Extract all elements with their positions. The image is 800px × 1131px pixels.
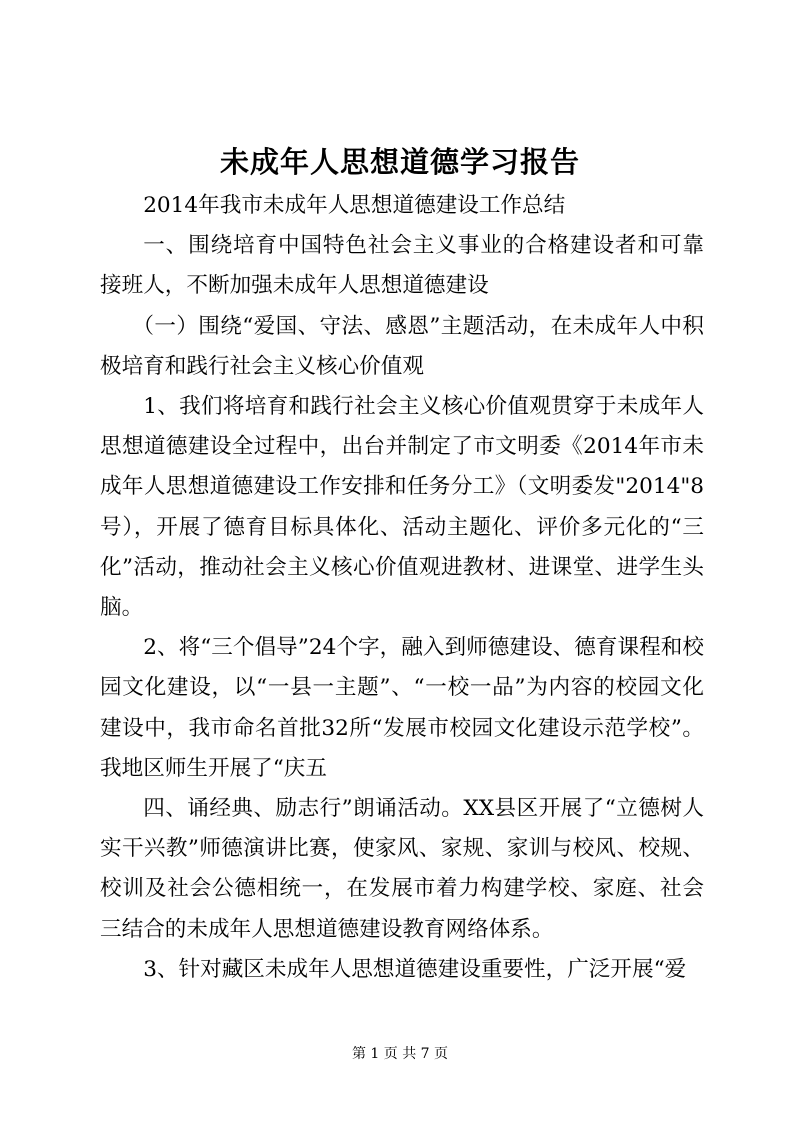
paragraph-subsection-one: （一）围绕“爱国、守法、感恩”主题活动，在未成年人中积极培育和践行社会主义核心价值观	[100, 313, 704, 379]
paragraph-item-2: 2、将“三个倡导”24个字，融入到师德建设、德育课程和校园文化建设，以“一县一主题”、“一校一品”为内容的校园文化建设中，我市命名首批32所“发展市校园文化建设示范学校”。我地区师生开展了“庆五	[100, 635, 704, 781]
page-number-footer: 第 1 页 共 7 页	[351, 1046, 449, 1062]
document-body	[100, 186, 704, 990]
paragraph-section-one: 一、围绕培育中国特色社会主义事业的合格建设者和可靠接班人，不断加强未成年人思想道德建设	[100, 233, 704, 299]
paragraph-continuation: 四、诵经典、励志行”朗诵活动。XX县区开展了“立德树人实干兴教”师德演讲比赛，使家风、家规、家训与校风、校规、校训及社会公德相统一，在发展市着力构建学校、家庭、社会三结合的未成年人思想道德建设教育网络体系。	[100, 796, 704, 942]
document-title: 未成年人思想道德学习报告	[219, 145, 580, 179]
paragraph-subtitle: 2014年我市未成年人思想道德建设工作总结	[143, 193, 566, 218]
paragraph-item-3: 3、针对藏区未成年人思想道德建设重要性，广泛开展“爱	[143, 956, 687, 982]
paragraph-item-1: 1、我们将培育和践行社会主义核心价值观贯穿于未成年人思想道德建设全过程中，出台并制定了市文明委《2014年市未成年人思想道德建设工作安排和任务分工》（文明委发"2014"8号），开展了德育目标具体化、活动主题化、评价多元化的“三化”活动，推动社会主义核心价值观进教材、进课堂、进学生头脑。	[100, 394, 704, 621]
